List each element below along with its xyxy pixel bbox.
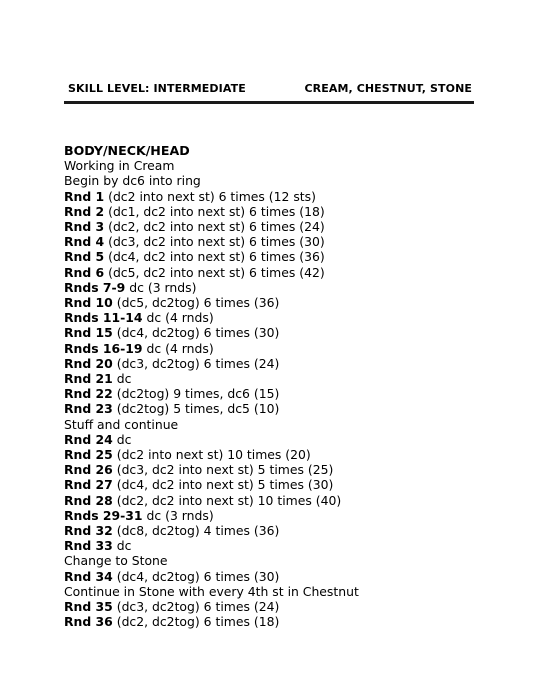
pattern-line: [64, 356, 484, 371]
pattern-line: [64, 614, 484, 629]
pattern-line: [64, 508, 484, 523]
round-instruction: dc (4 rnds): [142, 340, 214, 356]
round-instruction: Working in Cream: [64, 158, 175, 174]
round-instruction: dc: [112, 431, 132, 447]
round-label: Rnds 7-9: [64, 279, 126, 295]
pattern-line: [64, 325, 484, 340]
round-instruction: (dc2, dc2tog) 6 times (18): [112, 614, 280, 630]
pattern-line: [64, 310, 484, 325]
round-label: Rnds 29-31: [64, 507, 143, 523]
pattern-line: [64, 295, 484, 310]
round-label: Rnd 5: [64, 249, 105, 265]
pattern-line: [64, 477, 484, 492]
round-label: Rnd 22: [64, 386, 113, 402]
pattern-line: [64, 280, 484, 295]
round-instruction: (dc3, dc2tog) 6 times (24): [112, 355, 280, 371]
round-label: Rnd 32: [64, 523, 113, 539]
round-instruction: (dc3, dc2 into next st) 6 times (30): [104, 234, 325, 250]
round-label: Rnd 23: [64, 401, 113, 417]
pattern-line: [64, 447, 484, 462]
round-label: Rnd 25: [64, 447, 113, 463]
pattern-line: [64, 173, 484, 188]
round-label: Rnd 6: [64, 264, 105, 280]
round-label: Rnd 34: [64, 568, 113, 584]
round-label: Rnd 35: [64, 599, 113, 615]
round-instruction: dc: [112, 371, 132, 387]
pattern-line: [64, 493, 484, 508]
round-label: Rnd 15: [64, 325, 113, 341]
pattern-line: [64, 569, 484, 584]
pattern-line: [64, 584, 484, 599]
round-instruction: dc (3 rnds): [142, 507, 214, 523]
round-instruction: (dc2tog) 5 times, dc5 (10): [112, 401, 280, 417]
round-label: Rnd 2: [64, 203, 105, 219]
pattern-line: [64, 341, 484, 356]
round-instruction: dc (4 rnds): [142, 310, 214, 326]
round-label: Rnd 3: [64, 219, 105, 235]
round-label: Rnd 1: [64, 188, 105, 204]
yarn-colors: CREAM, CHESTNUT, STONE: [304, 82, 472, 95]
round-label: Rnd 4: [64, 234, 105, 250]
pattern-line: [64, 553, 484, 568]
pattern-line: [64, 265, 484, 280]
pattern-line: [64, 249, 484, 264]
round-label: Rnd 10: [64, 295, 113, 311]
pattern-line: [64, 417, 484, 432]
round-instruction: Continue in Stone with every 4th st in Chestnut: [64, 583, 359, 599]
round-instruction: (dc3, dc2tog) 6 times (24): [112, 599, 280, 615]
round-instruction: (dc1, dc2 into next st) 6 times (18): [104, 203, 325, 219]
round-instruction: (dc8, dc2tog) 4 times (36): [112, 523, 280, 539]
round-instruction: (dc4, dc2tog) 6 times (30): [112, 325, 280, 341]
round-instruction: Stuff and continue: [64, 416, 179, 432]
round-instruction: (dc4, dc2 into next st) 5 times (30): [112, 477, 334, 493]
round-label: Rnd 26: [64, 462, 113, 478]
round-label: Rnd 28: [64, 492, 113, 508]
round-label: Rnd 36: [64, 614, 113, 630]
pattern-line: [64, 189, 484, 204]
round-instruction: (dc5, dc2 into next st) 6 times (42): [104, 264, 325, 280]
round-instruction: (dc2 into next st) 6 times (12 sts): [104, 188, 316, 204]
pattern-line: [64, 401, 484, 416]
pattern-line: [64, 523, 484, 538]
pattern-line: [64, 538, 484, 553]
pattern-line: [64, 204, 484, 219]
pattern-body: [64, 143, 484, 630]
round-label: Rnd 21: [64, 371, 113, 387]
round-instruction: (dc5, dc2tog) 6 times (36): [112, 295, 280, 311]
round-instruction: (dc2, dc2 into next st) 10 times (40): [112, 492, 342, 508]
pattern-line: [64, 219, 484, 234]
round-label: Rnds 16-19: [64, 340, 143, 356]
round-instruction: dc (3 rnds): [125, 279, 197, 295]
pattern-line: [64, 432, 484, 447]
round-instruction: Begin by dc6 into ring: [64, 173, 201, 189]
section-title: BODY/NECK/HEAD: [64, 143, 190, 158]
page-header: [68, 82, 472, 98]
pattern-line: [64, 158, 484, 173]
round-label: Rnd 24: [64, 431, 113, 447]
pattern-line: [64, 234, 484, 249]
header-divider: [64, 101, 474, 104]
round-instruction: (dc3, dc2 into next st) 5 times (25): [112, 462, 334, 478]
round-label: Rnd 27: [64, 477, 113, 493]
round-instruction: (dc4, dc2 into next st) 6 times (36): [104, 249, 325, 265]
round-instruction: (dc2 into next st) 10 times (20): [112, 447, 311, 463]
round-instruction: (dc4, dc2tog) 6 times (30): [112, 568, 280, 584]
pattern-lines: [64, 158, 484, 629]
pattern-line: [64, 371, 484, 386]
round-label: Rnds 11-14: [64, 310, 143, 326]
round-label: Rnd 33: [64, 538, 113, 554]
round-label: Rnd 20: [64, 355, 113, 371]
round-instruction: dc: [112, 538, 132, 554]
pattern-line: [64, 462, 484, 477]
round-instruction: (dc2tog) 9 times, dc6 (15): [112, 386, 280, 402]
skill-level: SKILL LEVEL: INTERMEDIATE: [68, 82, 246, 95]
pattern-line: [64, 599, 484, 614]
pattern-line: [64, 386, 484, 401]
round-instruction: (dc2, dc2 into next st) 6 times (24): [104, 219, 325, 235]
round-instruction: Change to Stone: [64, 553, 168, 569]
